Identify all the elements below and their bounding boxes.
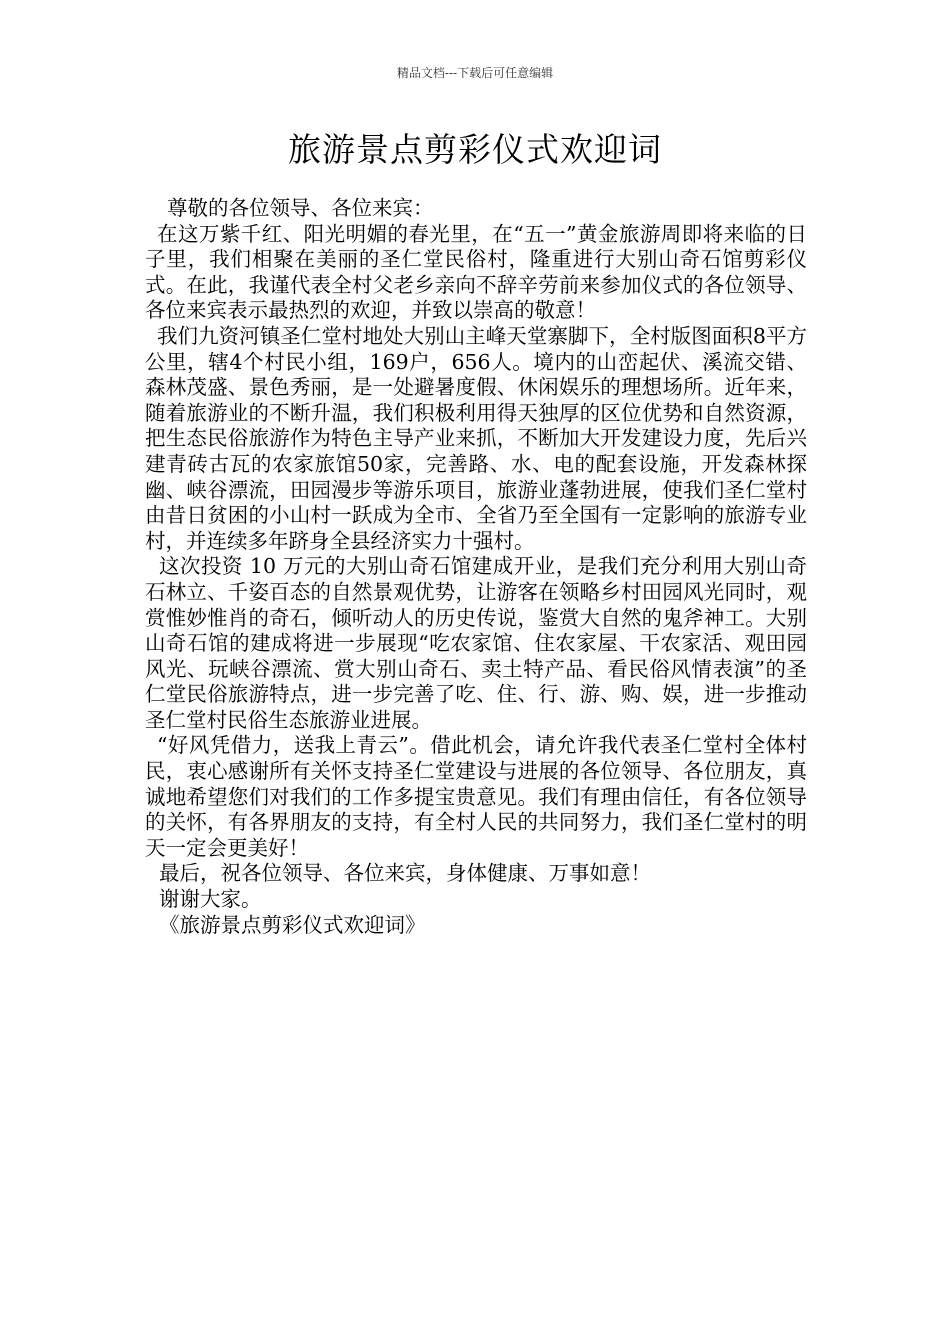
paragraph-stone-museum: 这次投资 10 万元的大别山奇石馆建成开业，是我们充分利用大别山奇石林立、千姿百态的自然景观优势，让游客在领略乡村田园风光同时，观赏惟妙惟肖的奇石，倾听动人的历史传说，鉴赏大自然的鬼斧神工。大别山奇石馆的建成将进一步展现“吃农家馆、住农家屋、干农家活、观田园风光、玩峡谷漂流、赏大别山奇石、卖土特产品、看民俗风情表演”的圣仁堂民俗旅游特点，进一步完善了吃、住、行、游、购、娱，进一步推动圣仁堂村民俗生态旅游业进展。 [145, 554, 807, 732]
document-title: 旅游景点剪彩仪式欢迎词 [288, 130, 662, 169]
salutation: 尊敬的各位领导、各位来宾： [167, 196, 434, 220]
paragraph-thanks: “好风凭借力，送我上青云”。借此机会，请允许我代表圣仁堂村全体村民，衷心感谢所有关怀支持圣仁堂建设与进展的各位领导、各位朋友，真诚地希望您们对我们的工作多提宝贵意见。我们有理由信任，有各位领导的关怀，有各界朋友的支持，有全村人民的共同努力，我们圣仁堂村的明天一定会更美好！ [145, 733, 807, 860]
paragraph-welcome: 在这万紫千红、阳光明媚的春光里，在“五一”黄金旅游周即将来临的日子里，我们相聚在美丽的圣仁堂民俗村，隆重进行大别山奇石馆剪彩仪式。在此，我谨代表全村父老乡亲向不辞辛劳前来参加仪式的各位领导、各位来宾表示最热烈的欢迎，并致以崇高的敬意！ [145, 221, 807, 323]
page-header-note: 精品文档---下载后可任意编辑 [396, 66, 554, 80]
document-body [145, 196, 807, 938]
thank-you-line: 谢谢大家。 [159, 887, 262, 912]
closing-wishes: 最后，祝各位领导、各位来宾，身体健康、万事如意！ [159, 861, 651, 886]
document-reference: 《旅游景点剪彩仪式欢迎词》 [159, 912, 426, 937]
paragraph-village-intro: 我们九资河镇圣仁堂村地处大别山主峰天堂寨脚下，全村版图面积8平方公里，辖4个村民小组，169户，656人。境内的山峦起伏、溪流交错、森林茂盛、景色秀丽，是一处避暑度假、休闲娱乐的理想场所。近年来，随着旅游业的不断升温，我们积极利用得天独厚的区位优势和自然资源，把生态民俗旅游作为特色主导产业来抓，不断加大开发建设力度，先后兴建青砖古瓦的农家旅馆50家，完善路、水、电的配套设施，开发森林探幽、峡谷漂流，田园漫步等游乐项目，旅游业蓬勃进展，使我们圣仁堂村由昔日贫困的小山村一跃成为全市、全省乃至全国有一定影响的旅游专业村，并连续多年跻身全县经济实力十强村。 [145, 323, 807, 553]
